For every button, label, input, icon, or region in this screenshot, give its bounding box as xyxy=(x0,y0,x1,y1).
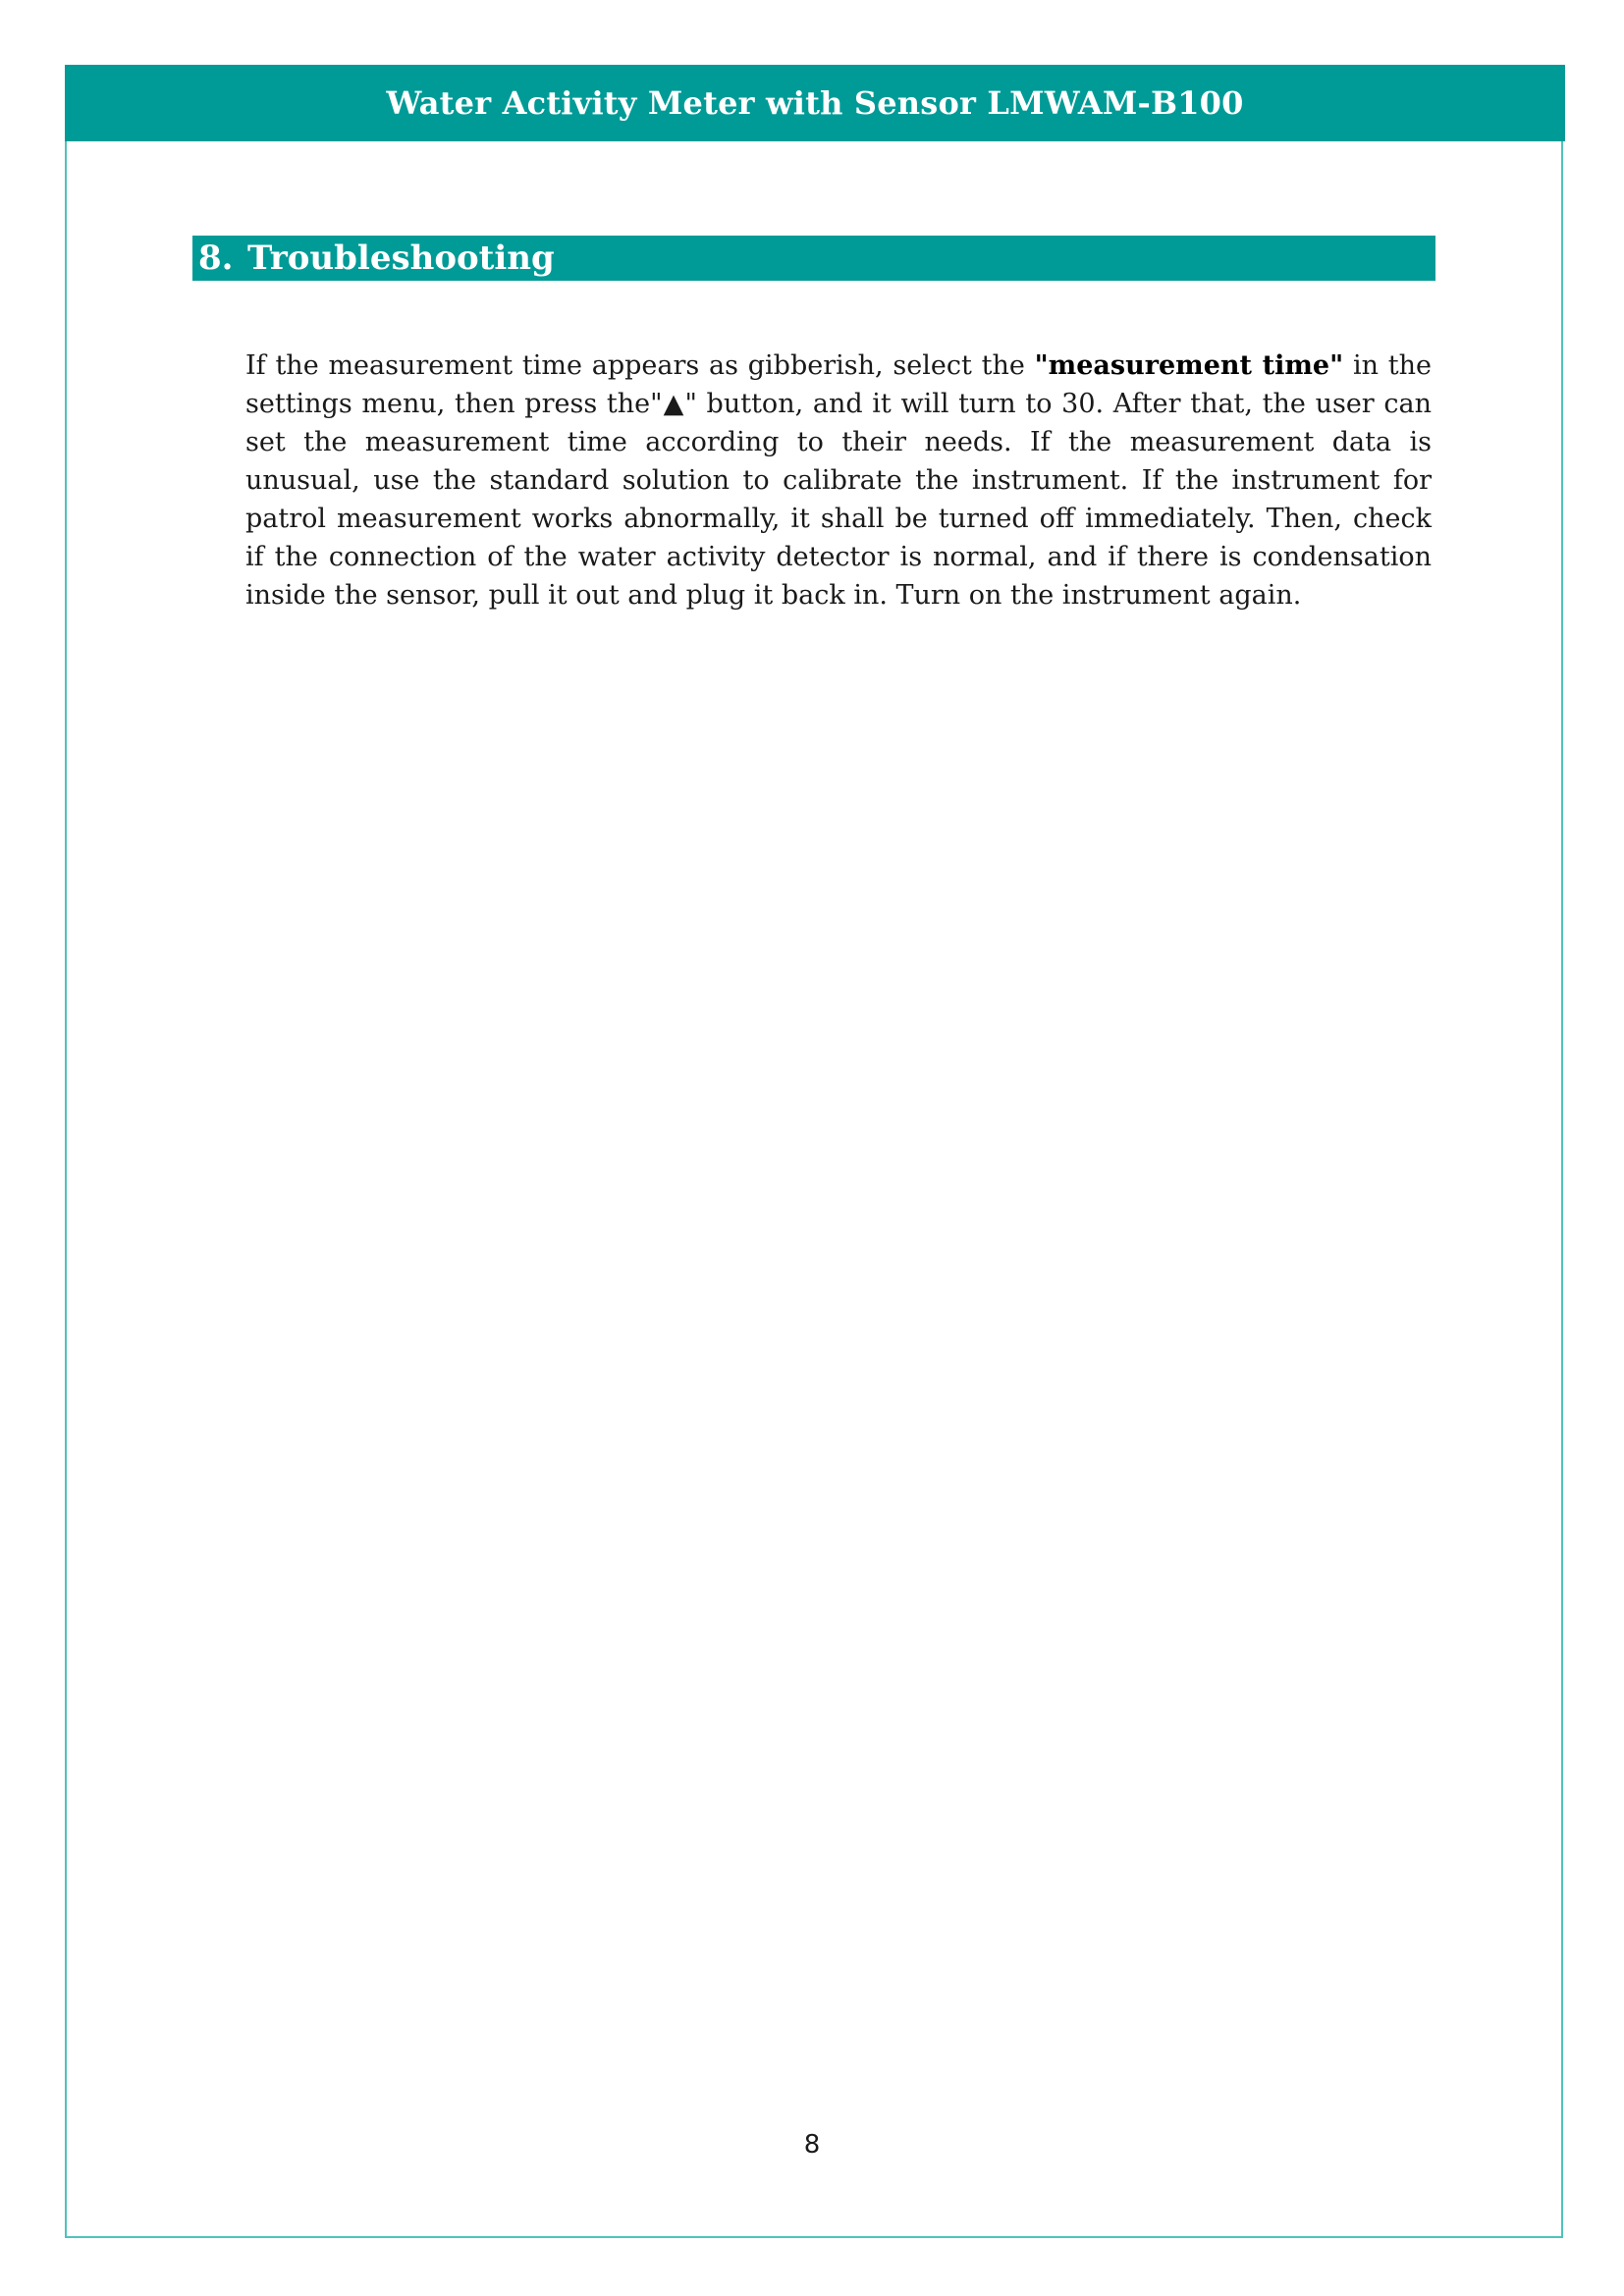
troubleshooting-paragraph xyxy=(245,347,1432,614)
section-number: 8. xyxy=(198,239,234,278)
document-title: Water Activity Meter with Sensor LMWAM-B100 xyxy=(386,84,1244,122)
page-number: 8 xyxy=(803,2130,821,2160)
section-heading xyxy=(192,236,1435,281)
paragraph-text-start: If the measurement time appears as gibberish, select the xyxy=(245,350,1035,381)
header-bar xyxy=(65,65,1565,141)
section-title: Troubleshooting xyxy=(247,239,555,278)
paragraph-bold-term: "measurement time" xyxy=(1034,350,1344,381)
paragraph-text-end: in the settings menu, then press the"▲" button, and it will turn to 30. After that, the user can set the measurement time according to their needs. If the measurement data is unusual, use the standard solution to calibrate the instrument. If the instrument for patrol measurement works abnormally, it shall be turned off immediately. Then, check if the connection of the water activity detector is normal, and if there is condensation inside the sensor, pull it out and plug it back in. Turn on the instrument again. xyxy=(245,350,1432,611)
